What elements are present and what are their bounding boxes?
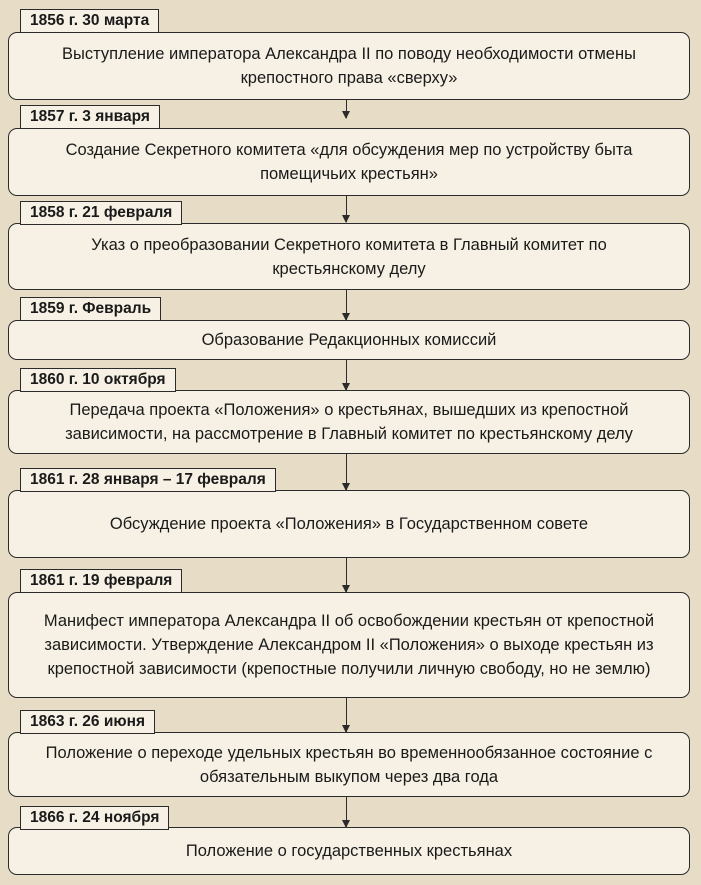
- event-box: [8, 390, 690, 454]
- event-date: 1866 г. 24 ноября: [20, 806, 169, 830]
- event-box: [8, 128, 690, 196]
- arrow-connector: [346, 558, 347, 592]
- event-date: 1856 г. 30 марта: [20, 9, 159, 33]
- event-date: 1858 г. 21 февраля: [20, 201, 182, 225]
- event-description: Манифест императора Александра II об освобождении крестьян от крепостной зависимости. Утверждение Александром II «Положения» о выходе крестьян из крепостной зависимости (крепостные получили личную свободу, но не землю): [43, 612, 655, 678]
- event-description: Положение о государственных крестьянах: [185, 842, 513, 860]
- event-date: 1861 г. 28 января – 17 февраля: [20, 468, 276, 492]
- event-box: [8, 592, 690, 698]
- event-description: Образование Редакционных комиссий: [201, 331, 497, 349]
- event-description: Передача проекта «Положения» о крестьянах, вышедших из крепостной зависимости, на рассмотрение в Главный комитет по крестьянскому делу: [65, 401, 633, 443]
- event-description: Обсуждение проекта «Положения» в Государственном совете: [109, 515, 589, 533]
- arrow-connector: [346, 100, 347, 118]
- event-box: [8, 732, 690, 797]
- arrow-connector: [346, 454, 347, 490]
- event-date: 1860 г. 10 октября: [20, 368, 176, 392]
- arrow-connector: [346, 196, 347, 222]
- event-date: 1863 г. 26 июня: [20, 710, 155, 734]
- arrow-connector: [346, 360, 347, 390]
- arrow-connector: [346, 698, 347, 732]
- arrow-connector: [346, 797, 347, 827]
- event-date: 1861 г. 19 февраля: [20, 569, 182, 593]
- event-box: [8, 490, 690, 558]
- event-box: [8, 320, 690, 360]
- event-description: Выступление императора Александра II по поводу необходимости отмены крепостного права «сверху»: [62, 45, 636, 87]
- event-box: [8, 223, 690, 290]
- event-description: Положение о переходе удельных крестьян во временнообязанное состояние с обязательным выкупом через два года: [45, 743, 653, 786]
- event-date: 1857 г. 3 января: [20, 105, 160, 129]
- arrow-connector: [346, 290, 347, 320]
- event-description: Указ о преобразовании Секретного комитета в Главный комитет по крестьянскому делу: [91, 235, 607, 278]
- event-date: 1859 г. Февраль: [20, 297, 161, 321]
- event-box: [8, 827, 690, 875]
- event-description: Создание Секретного комитета «для обсуждения мер по устройству быта помещичьих крестьян»: [65, 141, 633, 183]
- event-box: [8, 32, 690, 100]
